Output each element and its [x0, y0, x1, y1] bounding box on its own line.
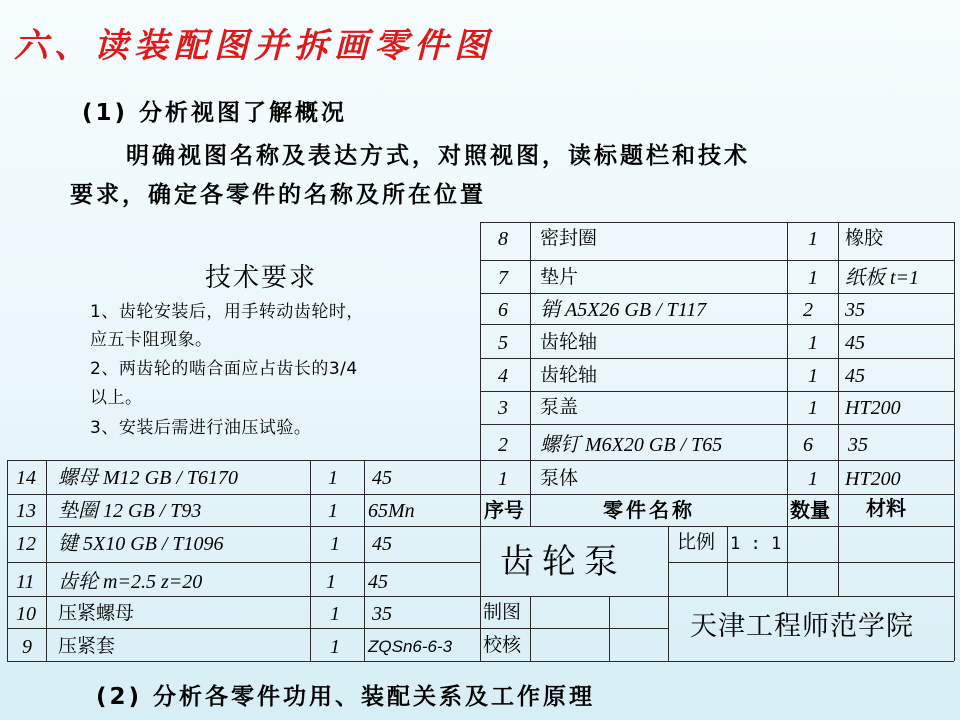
part-name: 压紧螺母 — [58, 602, 135, 624]
part-material: 橡胶 — [845, 227, 884, 249]
part-material: 45 — [372, 533, 392, 555]
header-qty: 数量 — [790, 498, 830, 522]
part-qty: 1 — [808, 397, 818, 419]
part-material: 35 — [372, 603, 392, 625]
page-title: 六、读装配图并拆画零件图 — [14, 26, 494, 66]
part-qty: 2 — [803, 299, 813, 321]
part-no: 10 — [16, 603, 36, 625]
part-name: 泵体 — [540, 467, 579, 489]
part-name: 销 A5X26 GB / T117 — [540, 299, 707, 321]
requirement-line: 1、齿轮安装后，用手转动齿轮时， — [90, 302, 364, 322]
part-material: HT200 — [845, 468, 901, 490]
part-name: 齿轮轴 — [540, 364, 598, 386]
part-no: 1 — [498, 468, 508, 490]
part-material: ZQSn6-6-3 — [368, 637, 453, 656]
part-no: 3 — [498, 397, 508, 419]
part-qty: 6 — [803, 434, 813, 456]
part-qty: 1 — [808, 267, 818, 289]
part-qty: 1 — [808, 332, 818, 354]
part-material: 45 — [845, 365, 865, 387]
part-name: 垫片 — [540, 266, 579, 288]
part-material: 65Mn — [368, 500, 415, 522]
requirements-title: 技术要求 — [205, 263, 318, 293]
part-name: 密封圈 — [540, 227, 598, 249]
header-material: 材料 — [866, 496, 906, 520]
part-name: 螺钉 M6X20 GB / T65 — [540, 434, 723, 456]
part-qty: 1 — [808, 365, 818, 387]
part-material: HT200 — [845, 397, 901, 419]
part-material: 45 — [372, 467, 392, 489]
part-qty: 1 — [328, 467, 338, 489]
scale-value: 1 : 1 — [730, 534, 782, 554]
section1-heading: (1) 分析视图了解概况 — [82, 100, 348, 126]
part-qty: 1 — [330, 533, 340, 555]
part-material: 45 — [845, 332, 865, 354]
part-no: 11 — [16, 571, 35, 593]
part-material: 35 — [848, 434, 868, 456]
header-no: 序号 — [484, 498, 524, 522]
header-name: 零件名称 — [603, 498, 695, 522]
requirement-line: 应五卡阻现象。 — [90, 330, 213, 350]
checked-label: 校核 — [483, 634, 522, 656]
part-name: 螺母 M12 GB / T6170 — [58, 467, 238, 489]
part-no: 13 — [16, 500, 36, 522]
section2-heading: (2) 分析各零件功用、装配关系及工作原理 — [96, 684, 596, 710]
part-name: 泵盖 — [540, 396, 579, 418]
part-qty: 1 — [808, 468, 818, 490]
part-no: 12 — [16, 533, 36, 555]
part-qty: 1 — [326, 571, 336, 593]
scale-label: 比例 — [677, 531, 716, 553]
section1-intro-line2: 要求，确定各零件的名称及所在位置 — [70, 182, 486, 208]
assembly-name: 齿轮泵 — [500, 542, 626, 582]
part-qty: 1 — [328, 500, 338, 522]
part-name: 压紧套 — [58, 635, 116, 657]
part-material: 35 — [845, 299, 865, 321]
part-no: 14 — [16, 467, 36, 489]
part-name: 垫圈 12 GB / T93 — [58, 500, 202, 522]
part-no: 4 — [498, 365, 508, 387]
part-no: 7 — [498, 267, 508, 289]
part-name: 键 5X10 GB / T1096 — [58, 533, 224, 555]
section1-intro-line1: 明确视图名称及表达方式，对照视图，读标题栏和技术 — [126, 143, 750, 169]
requirement-line: 以上。 — [90, 388, 143, 408]
school-name: 天津工程师范学院 — [690, 611, 914, 642]
part-name: 齿轮轴 — [540, 331, 598, 353]
part-no: 8 — [498, 228, 508, 250]
part-qty: 1 — [330, 603, 340, 625]
part-material: 45 — [368, 571, 388, 593]
part-material: 纸板 t=1 — [845, 267, 920, 289]
drawn-label: 制图 — [483, 601, 522, 623]
part-no: 9 — [22, 636, 32, 658]
part-no: 5 — [498, 332, 508, 354]
part-qty: 1 — [808, 228, 818, 250]
part-no: 6 — [498, 299, 508, 321]
requirement-line: 2、两齿轮的啮合面应占齿长的3/4 — [90, 359, 358, 379]
part-qty: 1 — [330, 636, 340, 658]
part-no: 2 — [498, 434, 508, 456]
requirement-line: 3、安装后需进行油压试验。 — [90, 418, 312, 438]
part-name: 齿轮 m=2.5 z=20 — [58, 571, 203, 593]
